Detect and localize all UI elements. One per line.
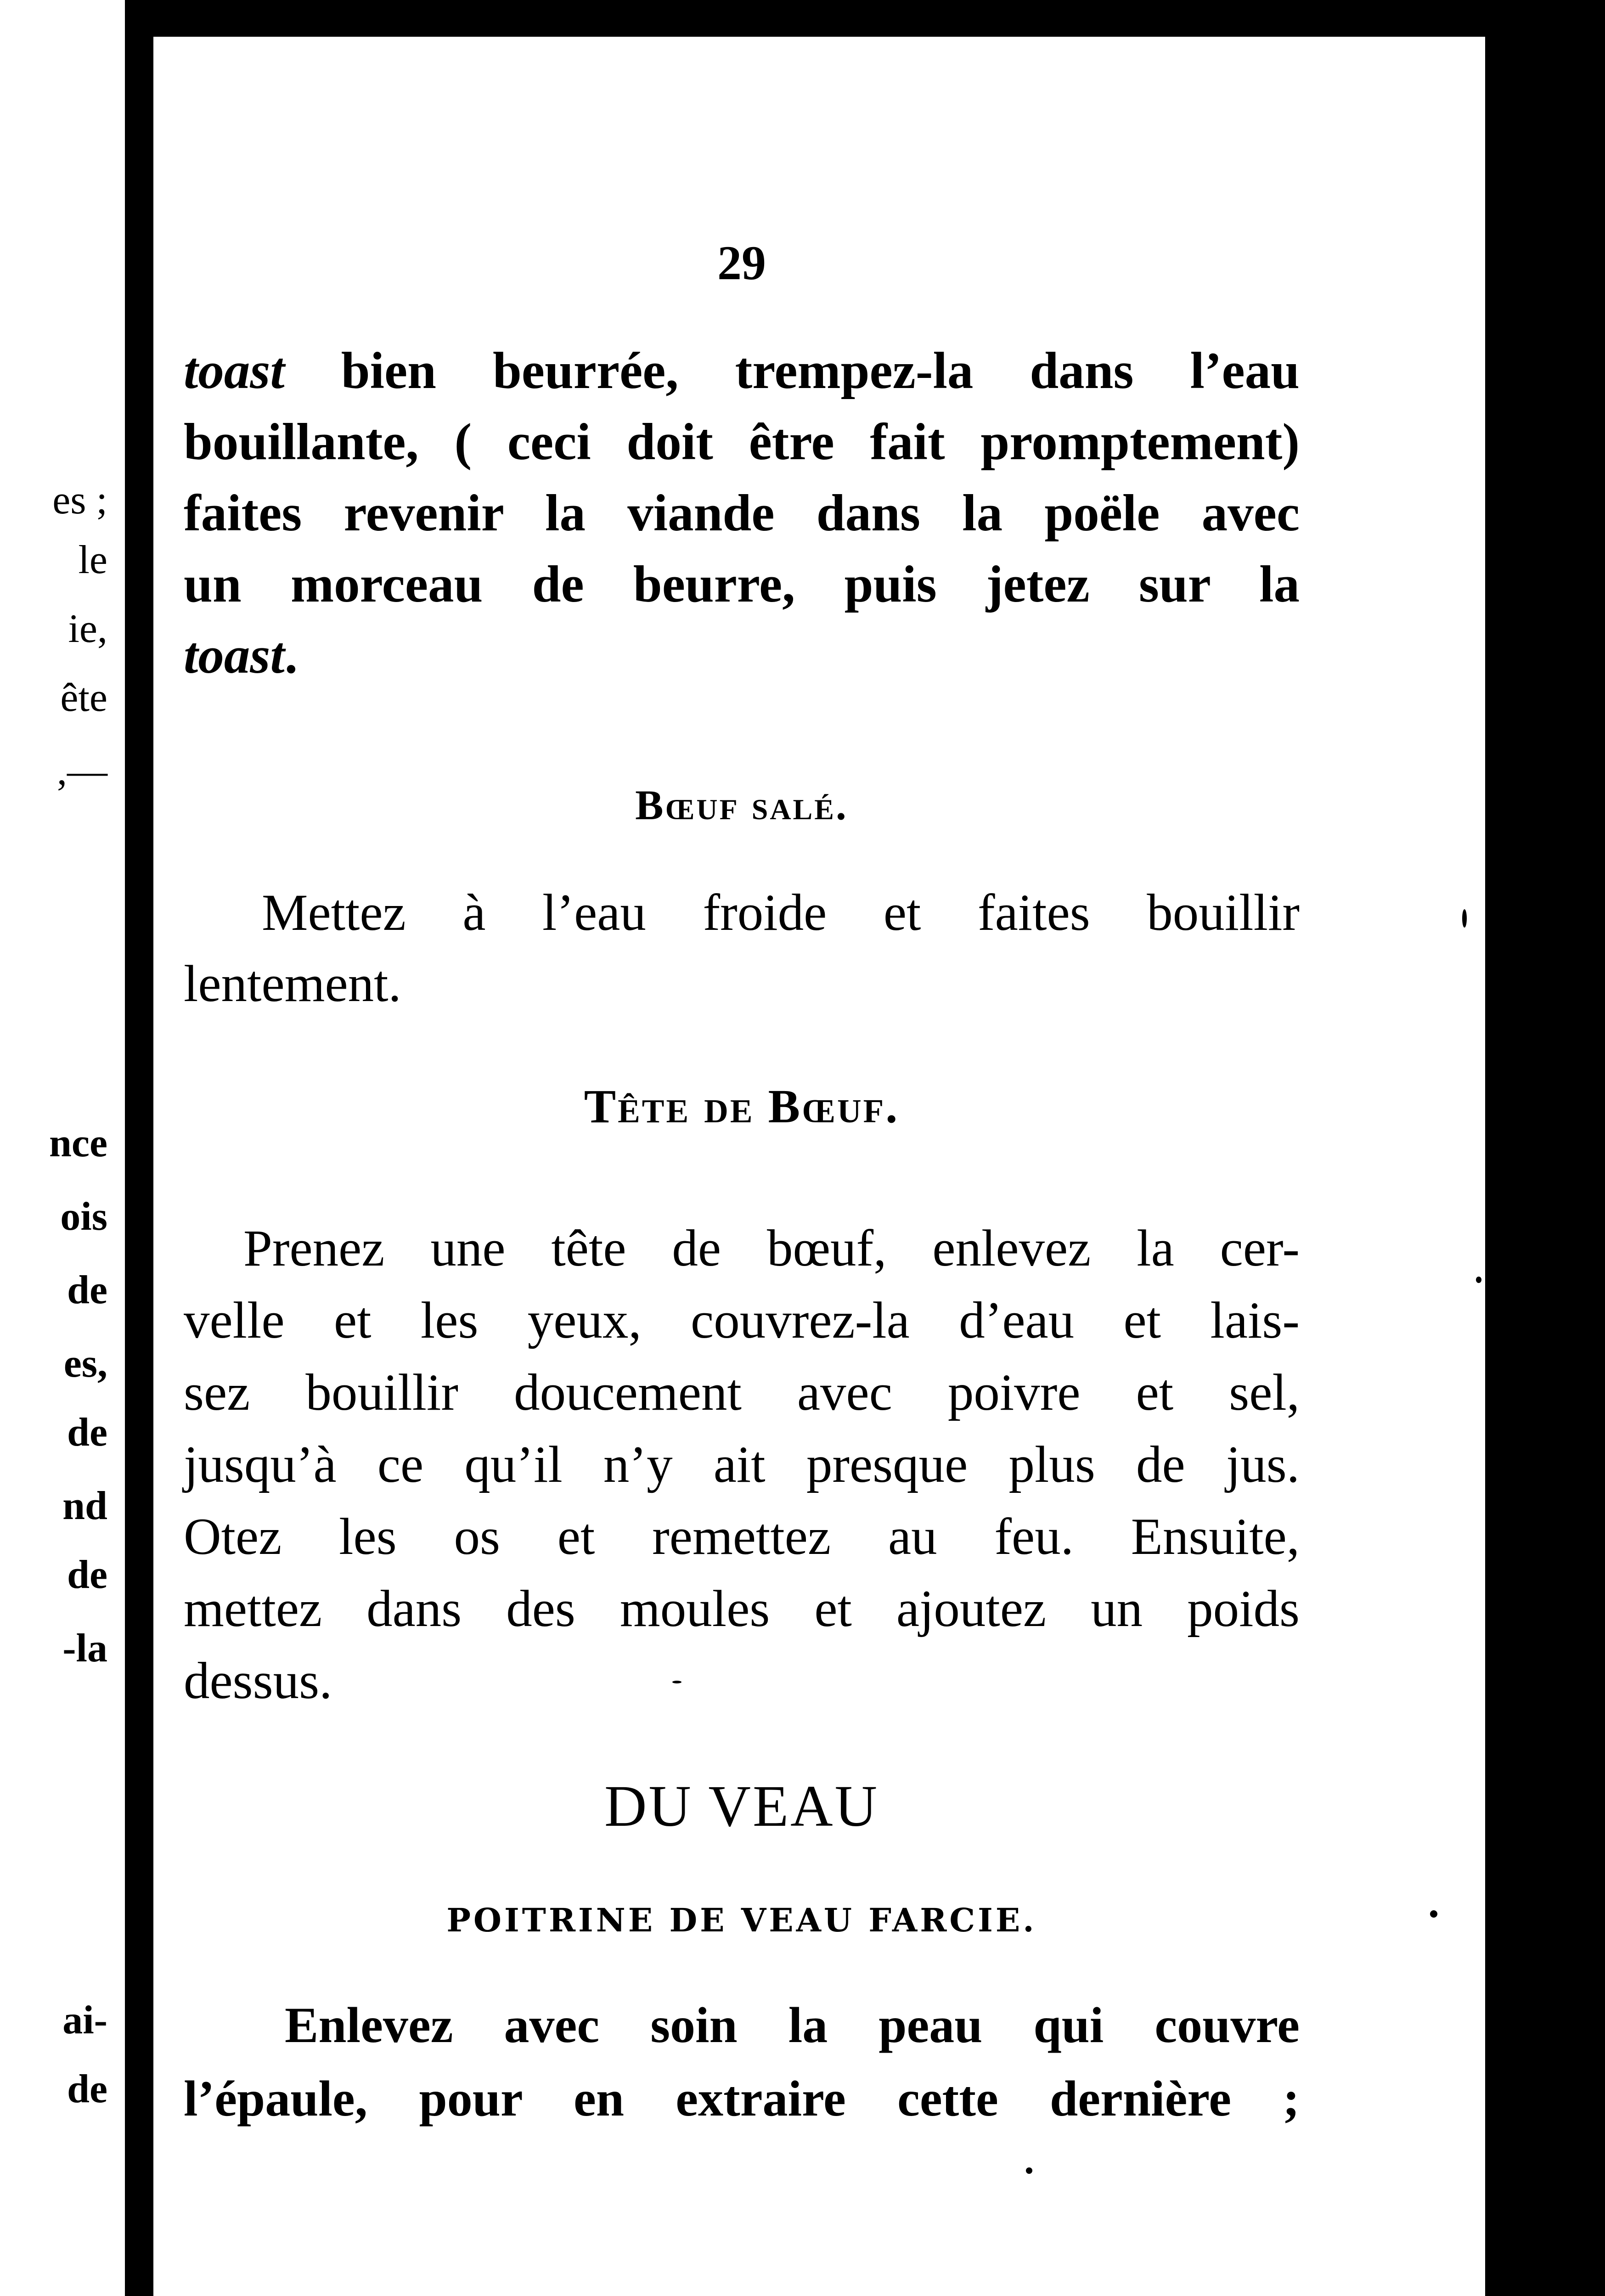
speck — [1462, 909, 1467, 928]
speck — [1476, 1277, 1481, 1283]
left-line-fragment: ête — [60, 675, 107, 720]
left-line-fragment: de — [67, 1410, 107, 1455]
left-line-fragment: ,— — [57, 749, 107, 793]
italic-word: toast — [184, 627, 285, 684]
italic-word: toast — [184, 342, 285, 400]
section-heading-tete-de-boeuf: Tête de Bœuf. — [584, 1080, 900, 1133]
left-line-fragment: -la — [62, 1626, 107, 1671]
text-line: un morceau de beurre, puis jetez sur la — [184, 556, 1300, 613]
text-line: lentement. — [184, 955, 401, 1013]
paragraph-tete-de-boeuf — [184, 1212, 1300, 1717]
left-line-fragment: ie, — [68, 607, 107, 651]
text-line: Prenez une tête de bœuf, enlevez la cer- — [243, 1220, 1300, 1277]
left-line-fragment: ai- — [62, 1998, 107, 2043]
left-line-fragment: de — [67, 1268, 107, 1312]
text-line — [184, 620, 1300, 691]
speck — [1430, 1910, 1437, 1918]
text-line: dessus. — [184, 1652, 332, 1710]
text-line: Mettez à l’eau froide et faites bouillir — [262, 884, 1300, 941]
left-line-fragment: le — [78, 538, 107, 582]
left-line-fragment: nd — [62, 1484, 107, 1528]
left-facing-page — [0, 0, 125, 2296]
chapter-heading-du-veau: DU VEAU — [604, 1773, 879, 1839]
section-heading-poitrine: POITRINE DE VEAU FARCIE. — [446, 1901, 1037, 1939]
paragraph-poitrine — [184, 1988, 1300, 2135]
text-line: mettez dans des moules et ajoutez un poids — [184, 1580, 1300, 1638]
left-line-fragment: ois — [60, 1194, 107, 1239]
text-run: . — [284, 627, 298, 684]
text-line: bouillante, ( ceci doit être fait promptement) — [184, 413, 1300, 471]
scan-border-top — [153, 0, 1485, 37]
text-line: Enlevez avec soin la peau qui couvre — [285, 1997, 1300, 2053]
section-heading-boeuf-sale: Bœuf salé. — [635, 782, 848, 828]
text-line — [184, 335, 1300, 406]
paragraph-toast — [184, 335, 1300, 691]
text-line: faites revenir la viande dans la poële avec — [184, 484, 1300, 542]
scan-border-right — [1485, 0, 1605, 2296]
text-line: jusqu’à ce qu’il n’y ait presque plus de jus. — [184, 1436, 1300, 1493]
page-number: 29 — [717, 236, 766, 290]
text-line: velle et les yeux, couvrez-la d’eau et lais- — [184, 1292, 1300, 1349]
speck — [1026, 2167, 1032, 2174]
text-line: sez bouillir doucement avec poivre et sel, — [184, 1364, 1300, 1421]
right-page — [153, 37, 1485, 2296]
left-line-fragment: de — [67, 1553, 107, 1597]
book-gutter — [125, 0, 153, 2296]
left-line-fragment: es, — [63, 1341, 107, 1386]
text-run: bien beurrée, trempez-la dans l’eau — [284, 342, 1300, 400]
text-line: l’épaule, pour en extraire cette dernière ; — [184, 2071, 1300, 2127]
left-line-fragment: nce — [49, 1121, 107, 1165]
left-line-fragment: de — [67, 2067, 107, 2111]
left-line-fragment: es ; — [52, 478, 107, 523]
speck — [672, 1681, 681, 1683]
paragraph-boeuf-sale — [184, 877, 1300, 1019]
text-line: Otez les os et remettez au feu. Ensuite, — [184, 1508, 1300, 1565]
